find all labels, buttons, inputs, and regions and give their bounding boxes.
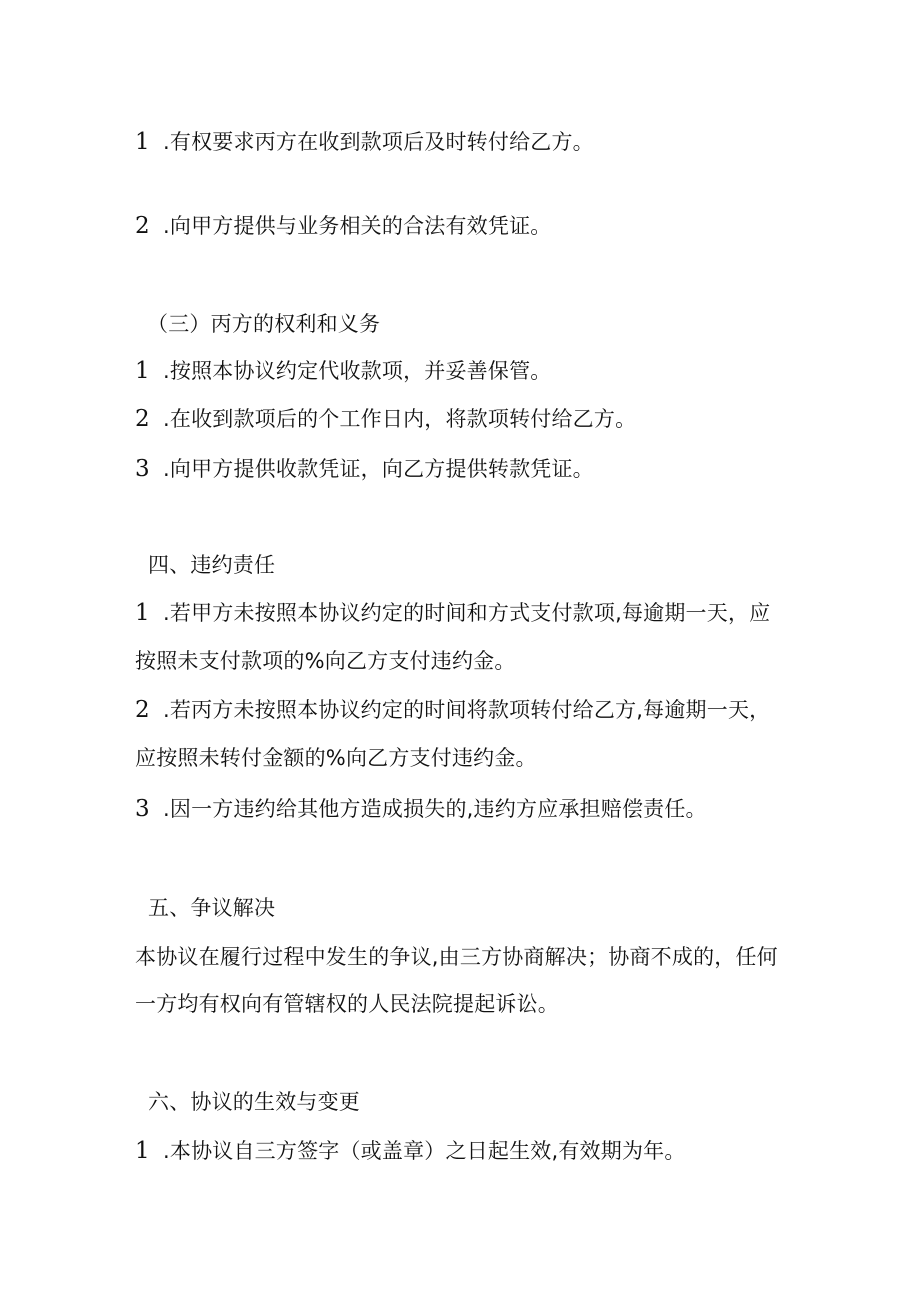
section-c-heading: （三）丙方的权利和义务	[147, 312, 381, 336]
clause-text: .因一方违约给其他方造成损失的,违约方应承担赔偿责任。	[163, 797, 707, 821]
section-5-paragraph-line-1: 本协议在履行过程中发生的争议,由三方协商解决；协商不成的，任何	[135, 945, 778, 969]
clause-4-3	[135, 794, 795, 824]
clause-6-1	[135, 1136, 795, 1166]
clause-4-2-continued: 应按照未转付金额的%向乙方支付违约金。	[135, 746, 537, 770]
clause-text: .在收到款项后的个工作日内，将款项转付给乙方。	[163, 407, 637, 431]
section-4-heading: 四、违约责任	[148, 553, 276, 577]
section-5-heading: 五、争议解决	[148, 896, 276, 920]
clause-number: 2	[135, 697, 150, 723]
clause-text: .向甲方提供收款凭证，向乙方提供转款凭证。	[163, 457, 594, 481]
clause-number: 1	[135, 600, 150, 626]
clause-c-2	[135, 404, 795, 434]
clause-text: .向甲方提供与业务相关的合法有效凭证。	[163, 214, 552, 238]
clause-number: 1	[135, 129, 150, 155]
clause-number: 1	[135, 1138, 150, 1164]
clause-4-1	[135, 598, 795, 628]
clause-number: 3	[135, 796, 150, 822]
clause-text: .本协议自三方签字（或盖章）之日起生效,有效期为年。	[163, 1139, 686, 1163]
clause-text: .有权要求丙方在收到款项后及时转付给乙方。	[163, 130, 594, 154]
clause-c-3	[135, 454, 795, 484]
clause-b-1	[135, 127, 795, 157]
clause-c-1	[135, 356, 795, 386]
clause-text: .若丙方未按照本协议约定的时间将款项转付给乙方,每逾期一天，	[163, 698, 771, 722]
clause-b-2	[135, 211, 795, 241]
clause-number: 2	[135, 213, 150, 239]
clause-number: 1	[135, 358, 150, 384]
clause-number: 3	[135, 456, 150, 482]
clause-4-2	[135, 695, 795, 725]
section-5-paragraph-line-2: 一方均有权向有管辖权的人民法院提起诉讼。	[135, 992, 559, 1016]
section-6-heading: 六、协议的生效与变更	[148, 1090, 360, 1114]
clause-text: .若甲方未按照本协议约定的时间和方式支付款项,每逾期一天，应	[163, 601, 771, 625]
clause-number: 2	[135, 406, 150, 432]
clause-text: .按照本协议约定代收款项，并妥善保管。	[163, 359, 552, 383]
clause-4-1-continued: 按照未支付款项的%向乙方支付违约金。	[135, 649, 516, 673]
